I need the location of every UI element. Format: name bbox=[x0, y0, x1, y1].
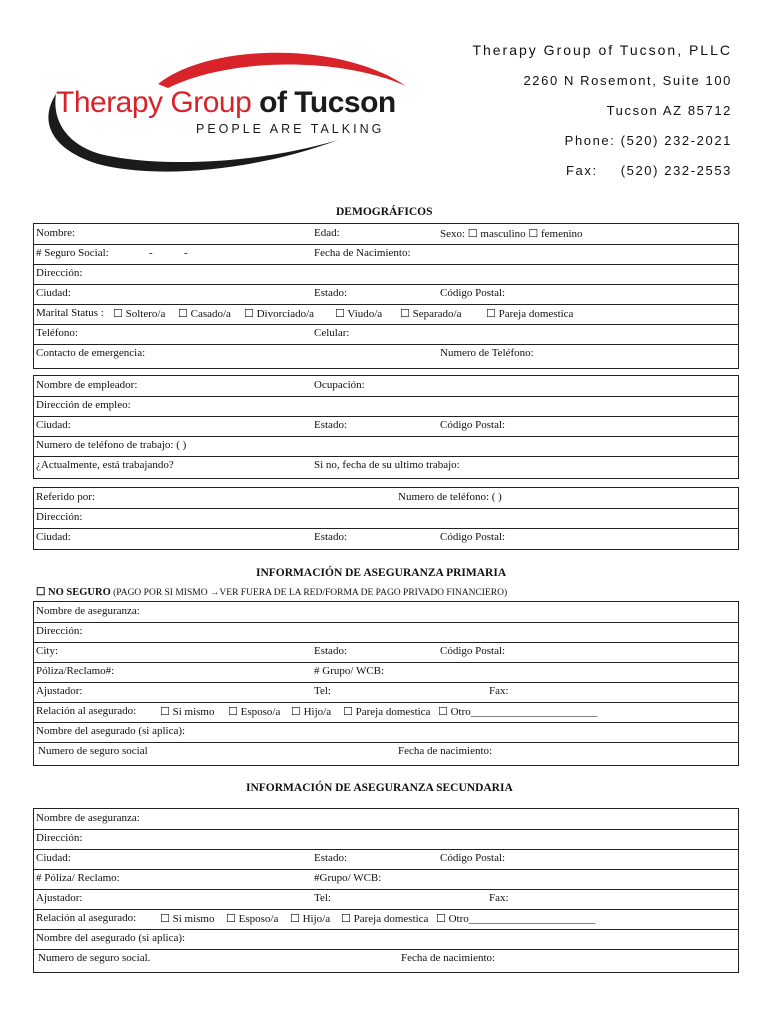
ciudad-label[interactable]: Ciudad: bbox=[36, 419, 71, 431]
telefono-label[interactable]: Teléfono: bbox=[36, 327, 78, 339]
form-row bbox=[34, 909, 738, 930]
form-row bbox=[34, 642, 738, 663]
no-seguro-checkbox[interactable]: ☐ NO SEGURO bbox=[36, 587, 111, 598]
esposo-checkbox[interactable]: ☐ Esposo/a bbox=[228, 706, 281, 718]
ajustador-label[interactable]: Ajustador: bbox=[36, 892, 83, 904]
hijo-checkbox[interactable]: ☐ Hijo/a bbox=[290, 913, 331, 925]
codigo-postal-label[interactable]: Código Postal: bbox=[440, 645, 506, 657]
nombre-asegurado-label[interactable]: Nombre del asegurado (si aplica): bbox=[36, 932, 186, 944]
direccion-label[interactable]: Dirección: bbox=[36, 511, 83, 523]
nombre-aseguranza-label[interactable]: Nombre de aseguranza: bbox=[36, 605, 140, 617]
codigo-postal-label[interactable]: Código Postal: bbox=[440, 287, 506, 299]
form-row bbox=[34, 436, 738, 457]
codigo-postal-label[interactable]: Código Postal: bbox=[440, 531, 506, 543]
pareja-checkbox[interactable]: ☐ Pareja domestica bbox=[486, 308, 574, 320]
no-seguro-text: (PAGO POR SI MISMO →VER FUERA DE LA RED/FORMA DE PAGO PRIVADO FINANCIERO) bbox=[113, 588, 508, 598]
ciudad-label[interactable]: Ciudad: bbox=[36, 531, 71, 543]
otro-checkbox[interactable]: ☐ Otro_______________________ bbox=[438, 706, 598, 718]
estado-label[interactable]: Estado: bbox=[314, 531, 347, 543]
form-row bbox=[34, 662, 738, 683]
form-row bbox=[34, 869, 738, 890]
section-title-demograficos: DEMOGRÁFICOS bbox=[336, 206, 433, 218]
seguro-social-label[interactable]: # Seguro Social: bbox=[36, 247, 109, 259]
form-row bbox=[34, 396, 738, 417]
estado-label[interactable]: Estado: bbox=[314, 419, 347, 431]
divorciado-checkbox[interactable]: ☐ Divorciado/a bbox=[244, 308, 315, 320]
referido-box bbox=[33, 487, 739, 550]
ciudad-label[interactable]: Ciudad: bbox=[36, 852, 71, 864]
fecha-nacimiento-label[interactable]: Fecha de nacimiento: bbox=[398, 745, 493, 757]
direccion-label[interactable]: Dirección: bbox=[36, 625, 83, 637]
nombre-aseguranza-label[interactable]: Nombre de aseguranza: bbox=[36, 812, 140, 824]
numero-telefono-label[interactable]: Numero de Teléfono: bbox=[440, 347, 534, 359]
fax-field-label[interactable]: Fax: bbox=[489, 685, 509, 697]
poliza-label[interactable]: # Póliza/ Reclamo: bbox=[36, 872, 120, 884]
edad-label[interactable]: Edad: bbox=[314, 227, 340, 239]
nombre-asegurado-label[interactable]: Nombre del asegurado (si aplica): bbox=[36, 725, 186, 737]
section-title-secundaria: INFORMACIÓN DE ASEGURANZA SECUNDARIA bbox=[246, 782, 513, 794]
phone: Phone: (520) 232-2021 bbox=[564, 133, 732, 148]
numero-telefono-label[interactable]: Numero de teléfono: ( ) bbox=[398, 491, 502, 503]
casado-checkbox[interactable]: ☐ Casado/a bbox=[178, 308, 231, 320]
form-row bbox=[34, 376, 738, 397]
poliza-label[interactable]: Póliza/Reclamo#: bbox=[36, 665, 115, 677]
separado-checkbox[interactable]: ☐ Separado/a bbox=[400, 308, 462, 320]
fax-field-label[interactable]: Fax: bbox=[489, 892, 509, 904]
ocupacion-label[interactable]: Ocupación: bbox=[314, 379, 365, 391]
hijo-checkbox[interactable]: ☐ Hijo/a bbox=[291, 706, 332, 718]
form-row bbox=[34, 742, 738, 762]
codigo-postal-label[interactable]: Código Postal: bbox=[440, 419, 506, 431]
empleo-box bbox=[33, 375, 739, 479]
form-row bbox=[34, 809, 738, 830]
secundaria-box bbox=[33, 808, 739, 973]
form-row bbox=[34, 244, 738, 265]
estado-label[interactable]: Estado: bbox=[314, 645, 347, 657]
ssn-dash: - bbox=[184, 247, 188, 259]
practice-name: Therapy Group of Tucson, PLLC bbox=[472, 42, 732, 58]
form-row bbox=[34, 324, 738, 345]
referido-por-label[interactable]: Referido por: bbox=[36, 491, 95, 503]
fecha-nacimiento-label[interactable]: Fecha de Nacimiento: bbox=[314, 247, 411, 259]
form-row bbox=[34, 929, 738, 950]
grupo-label[interactable]: # Grupo/ WCB: bbox=[314, 665, 385, 677]
form-row bbox=[34, 488, 738, 509]
primaria-box bbox=[33, 601, 739, 766]
ajustador-label[interactable]: Ajustador: bbox=[36, 685, 83, 697]
pareja-checkbox[interactable]: ☐ Pareja domestica bbox=[341, 913, 429, 925]
section-title-primaria: INFORMACIÓN DE ASEGURANZA PRIMARIA bbox=[256, 567, 507, 579]
estado-label[interactable]: Estado: bbox=[314, 287, 347, 299]
no-seguro-note bbox=[36, 586, 507, 598]
form-row bbox=[34, 304, 738, 325]
fecha-ultimo-trabajo-label[interactable]: Si no, fecha de su ultimo trabajo: bbox=[314, 459, 460, 471]
form-row bbox=[34, 224, 738, 245]
direccion-empleo-label[interactable]: Dirección de empleo: bbox=[36, 399, 131, 411]
nombre-label[interactable]: Nombre: bbox=[36, 227, 76, 239]
estado-label[interactable]: Estado: bbox=[314, 852, 347, 864]
address-line1: 2260 N Rosemont, Suite 100 bbox=[523, 73, 732, 88]
codigo-postal-label[interactable]: Código Postal: bbox=[440, 852, 506, 864]
demograficos-box bbox=[33, 223, 739, 369]
form-row bbox=[34, 284, 738, 305]
contacto-emergencia-label[interactable]: Contacto de emergencia: bbox=[36, 347, 146, 359]
relacion-label: Relación al asegurado: bbox=[36, 705, 137, 717]
form-row bbox=[34, 682, 738, 703]
numero-seguro-social-label[interactable]: Numero de seguro social bbox=[38, 745, 148, 757]
marital-status-label: Marital Status : bbox=[36, 307, 104, 319]
si-mismo-checkbox[interactable]: ☐ Si mismo bbox=[160, 913, 215, 925]
form-row bbox=[34, 949, 738, 969]
grupo-label[interactable]: #Grupo/ WCB: bbox=[314, 872, 382, 884]
city-label[interactable]: City: bbox=[36, 645, 59, 657]
form-row bbox=[34, 702, 738, 723]
viudo-checkbox[interactable]: ☐ Viudo/a bbox=[335, 308, 383, 320]
direccion-label[interactable]: Dirección: bbox=[36, 832, 83, 844]
relacion-label: Relación al asegurado: bbox=[36, 912, 137, 924]
pareja-checkbox[interactable]: ☐ Pareja domestica bbox=[343, 706, 431, 718]
form-row bbox=[34, 829, 738, 850]
form-row bbox=[34, 889, 738, 910]
tel-label[interactable]: Tel: bbox=[314, 892, 331, 904]
form-row bbox=[34, 456, 738, 476]
address-line2: Tucson AZ 85712 bbox=[606, 103, 732, 118]
si-mismo-checkbox[interactable]: ☐ Si mismo bbox=[160, 706, 215, 718]
nombre-empleador-label[interactable]: Nombre de empleador: bbox=[36, 379, 138, 391]
form-row bbox=[34, 264, 738, 285]
form-row bbox=[34, 344, 738, 364]
form-row bbox=[34, 602, 738, 623]
logo-tagline: PEOPLE ARE TALKING bbox=[196, 122, 385, 136]
fax-number: (520) 232-2553 bbox=[620, 163, 732, 178]
trabajando-label[interactable]: ¿Actualmente, está trabajando? bbox=[36, 459, 174, 471]
form-row bbox=[34, 528, 738, 548]
celular-label[interactable]: Celular: bbox=[314, 327, 350, 339]
fecha-nacimiento-label[interactable]: Fecha de nacimiento: bbox=[401, 952, 496, 964]
otro-checkbox[interactable]: ☐ Otro_______________________ bbox=[436, 913, 596, 925]
telefono-trabajo-label[interactable]: Numero de teléfono de trabajo: ( ) bbox=[36, 439, 187, 451]
esposo-checkbox[interactable]: ☐ Esposo/a bbox=[226, 913, 279, 925]
logo-title: Therapy Group of Tucson bbox=[56, 86, 396, 119]
fax-label: Fax: bbox=[566, 163, 598, 178]
ciudad-label[interactable]: Ciudad: bbox=[36, 287, 71, 299]
direccion-label[interactable]: Dirección: bbox=[36, 267, 83, 279]
form-row bbox=[34, 722, 738, 743]
soltero-checkbox[interactable]: ☐ Soltero/a bbox=[113, 308, 166, 320]
tel-label[interactable]: Tel: bbox=[314, 685, 331, 697]
form-row bbox=[34, 508, 738, 529]
form-row bbox=[34, 622, 738, 643]
numero-seguro-social-label[interactable]: Numero de seguro social. bbox=[38, 952, 151, 964]
form-row bbox=[34, 416, 738, 437]
sexo-options[interactable]: Sexo: ☐ masculino ☐ femenino bbox=[440, 228, 583, 240]
form-row bbox=[34, 849, 738, 870]
ssn-dash: - bbox=[149, 247, 153, 259]
